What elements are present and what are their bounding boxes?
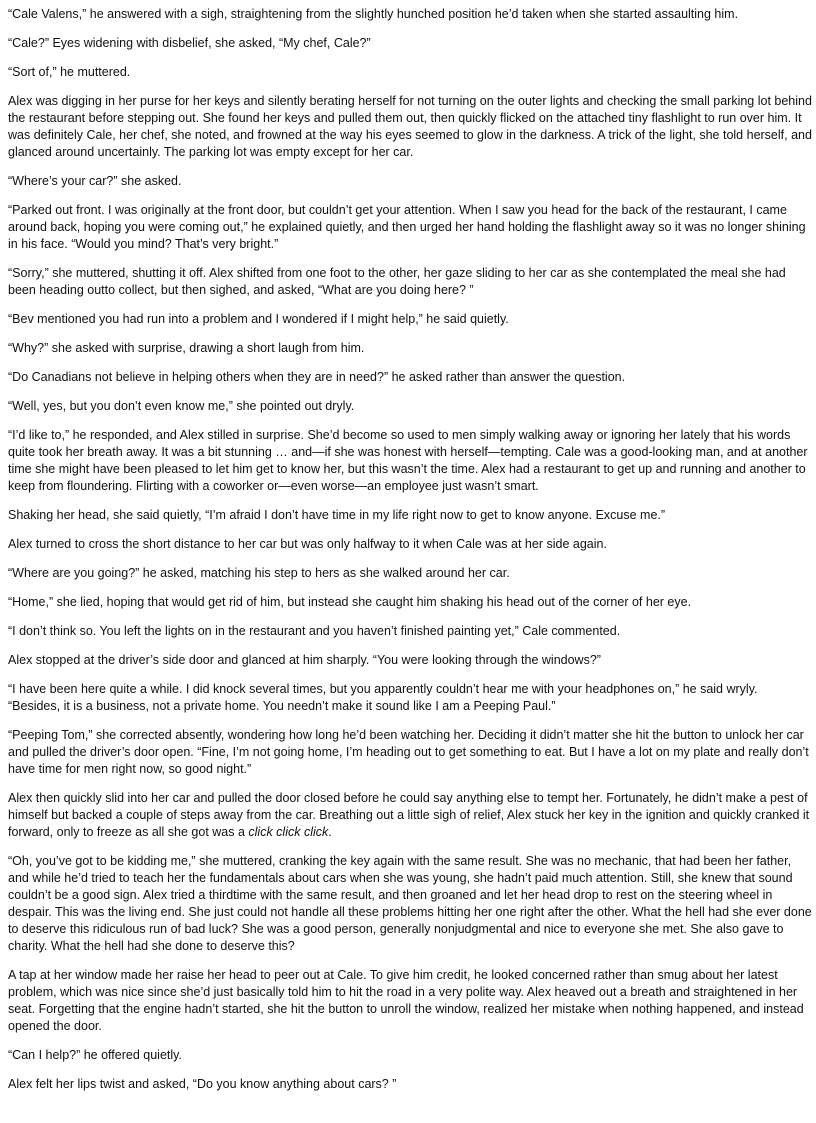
paragraph: Alex stopped at the driver’s side door and glanced at him sharply. “You were looking through the windows?” xyxy=(8,653,601,667)
paragraph: Alex felt her lips twist and asked, “Do you know anything about cars? ” xyxy=(8,1077,397,1091)
document-page xyxy=(8,6,812,1105)
paragraph: A tap at her window made her raise her head to peer out at Cale. To give him credit, he looked concerned rather than smug about her latest problem, which was nice since she’d just basically told him to hit the road in a very polite way. Alex heaved out a breath and straightened in her seat. Forgetting that the engine hadn’t started, she hit the button to unroll the window, realized her mistake when nothing happened, and instead opened the door. xyxy=(8,968,804,1033)
paragraph: Shaking her head, she said quietly, “I’m afraid I don’t have time in my life right now to get to know anyone. Excuse me.” xyxy=(8,508,666,522)
paragraph: “Sort of,” he muttered. xyxy=(8,65,131,79)
paragraph: “Home,” she lied, hoping that would get rid of him, but instead she caught him shaking his head out of the corner of her eye. xyxy=(8,595,692,609)
paragraph: “Oh, you’ve got to be kidding me,” she muttered, cranking the key again with the same result. She was no mechanic, that had been her father, and while he’d tried to teach her the fundamentals about cars when she was young, she hadn’t paid much attention. Still, she knew that sound couldn’t be a good sign. Alex tried a thirdtime with the same result, and then groaned and let her head drop to rest on the steering wheel in despair. This was the living end. She just could not handle all these problems hitting her one right after the other. What the hell had she ever done to deserve this ridiculous run of bad luck? She was a good person, generally nonjudgmental and nice to everyone she met. She also gave to charity. What the hell had she done to deserve this? xyxy=(8,854,812,953)
paragraph: “I have been here quite a while. I did knock several times, but you apparently couldn’t hear me with your headphones on,” he said wryly. “Besides, it is a business, not a private home. You needn’t make it sound like I am a Peeping Paul.” xyxy=(8,682,758,713)
paragraph: Alex was digging in her purse for her keys and silently berating herself for not turning on the outer lights and checking the small parking lot behind the restaurant before stepping out. She found her keys and pulled them out, then quickly flicked on the attached tiny flashlight to run over him. It was definitely Cale, her chef, she noted, and frowned at the way his eyes seemed to glow in the darkness. A trick of the light, she told herself, and glanced around uncertainly. The parking lot was empty except for her car. xyxy=(8,94,812,159)
paragraph-text-end: . xyxy=(328,825,332,839)
paragraph: “Sorry,” she muttered, shutting it off. Alex shifted from one foot to the other, her gaze sliding to her car as she contemplated the meal she had been heading outto collect, but then sighed, and asked, “What are you doing here? ” xyxy=(8,266,786,297)
paragraph: “Cale?” Eyes widening with disbelief, she asked, “My chef, Cale?” xyxy=(8,36,371,50)
paragraph: Alex turned to cross the short distance to her car but was only halfway to it when Cale was at her side again. xyxy=(8,537,607,551)
emphasized-text: click click click xyxy=(248,825,329,839)
paragraph xyxy=(8,790,812,841)
paragraph: “Where’s your car?” she asked. xyxy=(8,174,182,188)
paragraph: “I don’t think so. You left the lights on in the restaurant and you haven’t finished painting yet,” Cale commented. xyxy=(8,624,621,638)
paragraph: “I’d like to,” he responded, and Alex stilled in surprise. She’d become so used to men simply walking away or ignoring her lately that his words quite took her breath away. It was a bit stunning … and—if she was honest with herself—tempting. Cale was a good-looking man, and at another time she might have been pleased to let him get to know her, but this wasn’t the time. Alex had a restaurant to get up and running and another to keep from floundering. Flirting with a coworker or—even worse—an employee just wasn’t smart. xyxy=(8,428,808,493)
paragraph-text: Alex then quickly slid into her car and pulled the door closed before he could say anything else to tempt her. Fortunately, he didn’t make a pest of himself but backed a couple of steps away from the car. Breathing out a little sigh of relief, Alex stuck her key in the ignition and quickly cranked it forward, only to freeze as all she got was a xyxy=(8,791,810,839)
paragraph: “Parked out front. I was originally at the front door, but couldn’t get your attention. When I saw you head for the back of the restaurant, I came around back, hoping you were coming out,” he explained quietly, and then urged her hand holding the flashlight away so it was no longer shining in his face. “Would you mind? That’s very bright.” xyxy=(8,203,806,251)
paragraph: “Bev mentioned you had run into a problem and I wondered if I might help,” he said quietly. xyxy=(8,312,509,326)
paragraph: “Why?” she asked with surprise, drawing a short laugh from him. xyxy=(8,341,365,355)
paragraph: “Peeping Tom,” she corrected absently, wondering how long he’d been watching her. Deciding it didn’t matter she hit the button to unlock her car and pulled the driver’s door open. “Fine, I’m not going home, I’m heading out to get something to eat. But I have a lot on my plate and really don’t have time for men right now, so good night.” xyxy=(8,728,809,776)
paragraph: “Cale Valens,” he answered with a sigh, straightening from the slightly hunched position he’d taken when she started assaulting him. xyxy=(8,7,739,21)
paragraph: “Well, yes, but you don’t even know me,” she pointed out dryly. xyxy=(8,399,355,413)
paragraph: “Where are you going?” he asked, matching his step to hers as she walked around her car. xyxy=(8,566,510,580)
paragraph: “Can I help?” he offered quietly. xyxy=(8,1048,182,1062)
paragraph: “Do Canadians not believe in helping others when they are in need?” he asked rather than answer the question. xyxy=(8,370,626,384)
